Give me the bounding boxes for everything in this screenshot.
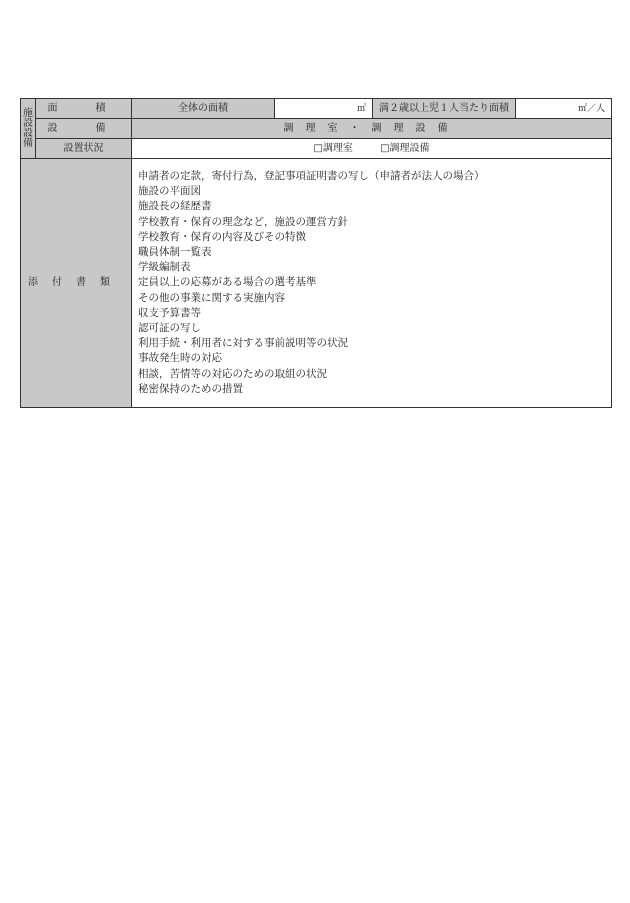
list-item: 施設の平面図 [138, 185, 201, 198]
list-item: その他の事業に関する実施内容 [138, 291, 285, 304]
per-child-area-unit: ㎡／人 [577, 103, 605, 114]
list-item: 申請者の定款，寄付行為，登記事項証明書の写し（申請者が法人の場合） [138, 170, 485, 182]
total-area-label: 全体の面積 [132, 99, 275, 119]
attachments-label: 添付書類 [21, 159, 132, 408]
list-item: 収支予算書等 [138, 306, 201, 319]
checkbox-kitchen-equipment[interactable]: □調理設備 [380, 142, 430, 154]
total-area-field[interactable] [275, 99, 373, 119]
install-status-label: 設置状況 [36, 139, 132, 159]
total-area-unit: ㎡ [356, 103, 366, 114]
list-item: 相談，苦情等の対応のための取組の状況 [138, 367, 327, 380]
install-status-options [132, 139, 612, 159]
per-child-area-field[interactable] [516, 99, 612, 119]
list-item: 事故発生時の対応 [138, 352, 222, 365]
facility-form-table [20, 98, 612, 408]
list-item: 秘密保持のための措置 [138, 382, 243, 395]
list-item: 職員体制一覧表 [138, 246, 212, 259]
list-item: 認可証の写し [138, 322, 201, 335]
list-item: 学校教育・保育の理念など，施設の運営方針 [138, 215, 348, 228]
list-item: 学級編制表 [138, 261, 191, 274]
equipment-value: 調理室・調理設備 [132, 119, 612, 139]
list-item: 定員以上の応募がある場合の選考基準 [138, 276, 317, 289]
per-child-area-label: 満２歳以上児１人当たり面積 [373, 99, 516, 119]
area-label: 面 積 [36, 99, 132, 119]
facility-group-label: 施 設 設 備 [21, 99, 36, 159]
equipment-label: 設 備 [36, 119, 132, 139]
list-item: 学校教育・保育の内容及びその特徴 [138, 230, 306, 243]
list-item: 利用手続・利用者に対する事前説明等の状況 [138, 337, 348, 350]
checkbox-kitchen[interactable]: □調理室 [313, 142, 353, 154]
list-item: 施設長の経歴書 [138, 200, 212, 213]
attachments-list [132, 159, 612, 408]
